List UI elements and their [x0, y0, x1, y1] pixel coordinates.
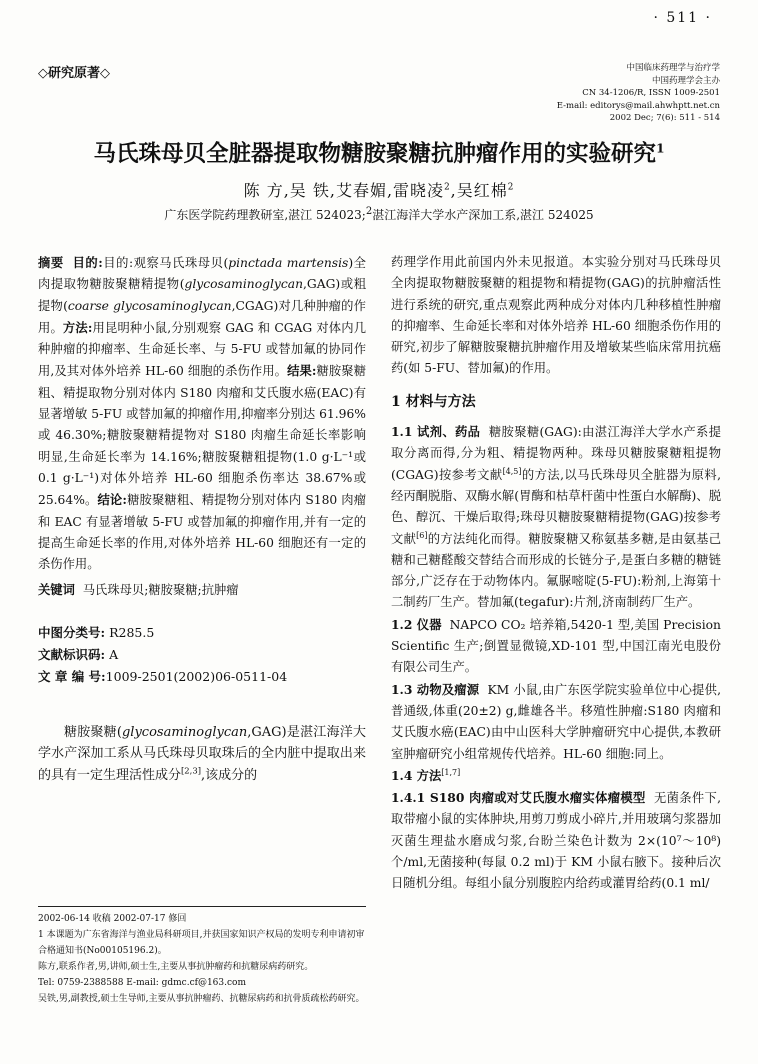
page-number: · 511 · — [653, 10, 712, 26]
title-footnote-mark: 1 — [655, 140, 665, 156]
clc-label: 中图分类号: — [38, 624, 106, 640]
section-1-1-a: 糖胺聚糖(GAG):由湛江海洋大学水产系提取分离而得,分为粗、精提物两种。珠母贝糖胺聚糖粗提物(CGAG)按参考文献 — [391, 425, 721, 482]
intro-1: 糖胺聚糖( — [64, 724, 122, 740]
intro-paragraph — [38, 722, 366, 787]
abstract-objective-4: ,CGAG)对几种肿瘤的作用。 — [38, 298, 366, 335]
result-label: 结果: — [287, 363, 317, 379]
article-number-label: 文 章 编 号: — [38, 668, 106, 684]
journal-sponsor: 中国药理学会主办 — [651, 75, 720, 86]
section-1-1-heading: 1.1 试剂、药品 — [391, 424, 481, 440]
intro-citation: [2,3] — [181, 765, 202, 776]
abstract-objective-3: ,GAG)或粗提物( — [38, 277, 366, 313]
clc-line — [38, 622, 366, 644]
citation-1-7: [1,7] — [441, 767, 461, 777]
journal-issn: CN 34-1206/R, ISSN 1009-2501 — [582, 88, 720, 98]
abstract-latin-3: coarse glycosaminoglycan — [67, 298, 232, 313]
keywords-label: 关键词 — [38, 582, 75, 598]
intro-continued: 药理学作用此前国内外未见报道。本实验分别对马氏珠母贝全肉提取物糖胺聚糖的粗提物和精提物(GAG)的抗肿瘤活性进行系统的研究,重点观察此两种成分对体内几种移植性肿瘤的抑瘤率、生命延长率和对体外培养 HL-60 细胞杀伤作用的研究,初步了解糖胺聚糖抗肿瘤作用及增敏某些临床常用抗癌药(如 5-FU、替加氟)的作用。 — [391, 255, 721, 376]
journal-info — [460, 62, 720, 125]
affiliation-2: 湛江海洋大学水产深加工系,湛江 524025 — [372, 208, 594, 222]
objective-label: 目的: — [72, 255, 103, 270]
author-mark-2: 2 — [507, 182, 515, 193]
journal-name: 中国临床药理学与治疗学 — [626, 63, 720, 73]
abstract-method: 用昆明种小鼠,分别观察 GAG 和 CGAG 对体内几种肿瘤的抑瘤率、生命延长率、与 5-FU 或替加氟的协同作用,及其对体外培养 HL-60 细胞的杀伤作用。 — [38, 320, 366, 379]
section-1-4 — [391, 765, 721, 787]
section-1-2-text: NAPCO CO₂ 培养箱,5420-1 型,美国 Precision Scientific 生产;倒置显微镜,XD-101 型,中国江南光电股份有限公司生产。 — [391, 617, 721, 675]
article-number-line — [38, 666, 366, 688]
affiliation-1: 广东医学院药理教研室,湛江 524023; — [164, 208, 366, 222]
conclusion-label: 结论: — [97, 492, 127, 508]
clc-value: R285.5 — [109, 624, 155, 640]
section-1-3-text: KM 小鼠,由广东医学院实验单位中心提供,普通级,体重(20±2) g,雌雄各半。移殖性肿瘤:S180 肉瘤和艾氏腹水癌(EAC)由中山医科大学肿瘤研究中心提供,本教研室肿瘤研究小组常规传代培养。HL-60 细胞:同上。 — [391, 682, 721, 761]
section-1-4-1 — [391, 787, 721, 894]
footnote-author1: 陈方,联系作者,男,讲师,硕士生,主要从事抗肿瘤药和抗糖尿病药研究。 — [38, 962, 314, 972]
journal-issue: 2002 Dec; 7(6): 511 - 514 — [609, 113, 720, 123]
left-column — [38, 252, 366, 786]
intro-latin: glycosaminoglycan — [121, 724, 248, 740]
classification — [38, 622, 366, 688]
author-mark-1: 2 — [444, 182, 451, 193]
keywords-text: 马氏珠母贝;糖胺聚糖;抗肿瘤 — [82, 583, 239, 598]
abstract-result: 糖胺聚糖粗、精提取物分别对体内 S180 肉瘤和艾氏腹水癌(EAC)有显著增敏 5-FU 或替加氟的抑瘤作用,抑瘤率分别达 61.96%或 46.30%;糖胺聚糖精提物对 S180 肉瘤生命延长率影响明显,生命延长率为 14.16%;糖胺聚糖粗提物(1.0 g·L⁻¹或 0.1 g·L⁻¹)对体外培养 HL-60 细胞杀伤率达 38.67%或 25.64%。 — [38, 364, 366, 508]
article-number-value: 1009-2501(2002)06-0511-04 — [105, 668, 288, 684]
intro-2: ,GAG)是湛江海洋大学水产深加工系从马氏珠母贝取珠后的全内脏中提取出来的具有一定生理活性成分 — [38, 724, 366, 783]
doc-code-value: A — [109, 646, 119, 662]
citation-6: [6] — [416, 530, 428, 540]
abstract-conclusion: 糖胺聚糖粗、精提物分别对体内 S180 肉瘤和 EAC 有显著增敏 5-FU 或替加氟的抑瘤作用,并有一定的提高生命延长率的作用,对体外培养 HL-60 细胞还有一定的杀伤作用。 — [38, 493, 367, 572]
abstract — [38, 252, 366, 575]
authors-part1: 陈 方,吴 铁,艾春媚,雷晓凌 — [243, 181, 445, 200]
doc-code-label: 文献标识码: — [38, 646, 106, 662]
section-1-1-c: 的方法纯化而得。糖胺聚糖又称氨基多糖,是由氨基己糖和己糖醛酸交替结合而形成的长链分子,是蛋白多糖的糖链部分,广泛存在于动物体内。氟脲嘧啶(5-FU):粉剂,上海第十二制药厂生产。替加氟(tegafur):片剂,济南制药厂生产。 — [391, 531, 721, 610]
section-1-heading: 1 材料与方法 — [391, 393, 476, 410]
doc-code-line — [38, 644, 366, 666]
method-label: 方法: — [62, 319, 93, 335]
abstract-objective-2: )全肉提取物糖胺聚糖精提物( — [38, 256, 366, 292]
footnote-dates: 2002-06-14 收稿 2002-07-17 修回 — [38, 914, 187, 924]
section-1-2-heading: 1.2 仪器 — [391, 616, 442, 632]
section-tag: ◇研究原著◇ — [38, 66, 110, 81]
footnotes — [38, 906, 366, 1007]
abstract-latin-2: glycosaminoglycan — [184, 277, 303, 292]
footnote-contact: Tel: 0759-2388588 E-mail: gdmc.cf@163.com — [38, 978, 246, 988]
section-1-2 — [391, 614, 721, 679]
section-1-3-heading: 1.3 动物及瘤源 — [391, 681, 480, 697]
paper-title — [0, 136, 758, 168]
abstract-objective-1: 目的:观察马氏珠母贝( — [102, 256, 229, 270]
section-1-3 — [391, 679, 721, 765]
authors-part2: ,吴红棉 — [450, 181, 508, 200]
footnote-fund: 1 本课题为广东省海洋与渔业局科研项目,并获国家知识产权局的发明专利申请初审合格通知书(No00105196.2)。 — [38, 930, 365, 956]
section-1-4-1-text: 无菌条件下,取带瘤小鼠的实体肿块,用剪刀剪成小碎片,并用玻璃匀浆器加灭菌生理盐水磨成匀浆,台盼兰染色计数为 2×(10⁷～10⁸)个/ml,无菌接种(每鼠 0.2 ml)于 KM 小鼠右腋下。接种后次日随机分组。每组小鼠分别腹腔内给药或灌胃给药(0.1 ml/ — [391, 791, 721, 891]
section-1-4-heading: 1.4 方法 — [391, 767, 442, 783]
section-1-1-b: 的方法,以马氏珠母贝全脏器为原料,经丙酮脱脂、双酶水解(胃酶和枯草杆菌中性蛋白水解酶)、脱色、醇沉、干燥后取得;珠母贝糖胺聚糖精提物(GAG)按参考文献 — [391, 467, 721, 546]
section-1-1 — [391, 421, 721, 614]
affiliations — [0, 206, 758, 223]
affiliation-mark: 2 — [365, 206, 373, 217]
right-column — [391, 252, 721, 895]
section-1-4-1-heading: 1.4.1 S180 肉瘤或对艾氏腹水瘤实体瘤模型 — [391, 790, 646, 806]
journal-email: E-mail: editorys@mail.ahwhptt.net.cn — [556, 100, 720, 111]
intro-3: ,该成分的 — [201, 767, 258, 783]
citation-4-5: [4,5] — [502, 466, 522, 476]
authors — [0, 178, 758, 201]
keywords — [38, 579, 366, 601]
abstract-label: 摘要 — [38, 255, 64, 270]
abstract-latin-1: pinctada martensis — [228, 256, 349, 270]
footnote-author2: 吴铁,男,副教授,硕士生导师,主要从事抗肿瘤药、抗糖尿病药和抗骨质疏松药研究。 — [38, 994, 365, 1004]
title-text: 马氏珠母贝全脏器提取物糖胺聚糖抗肿瘤作用的实验研究 — [93, 141, 656, 167]
